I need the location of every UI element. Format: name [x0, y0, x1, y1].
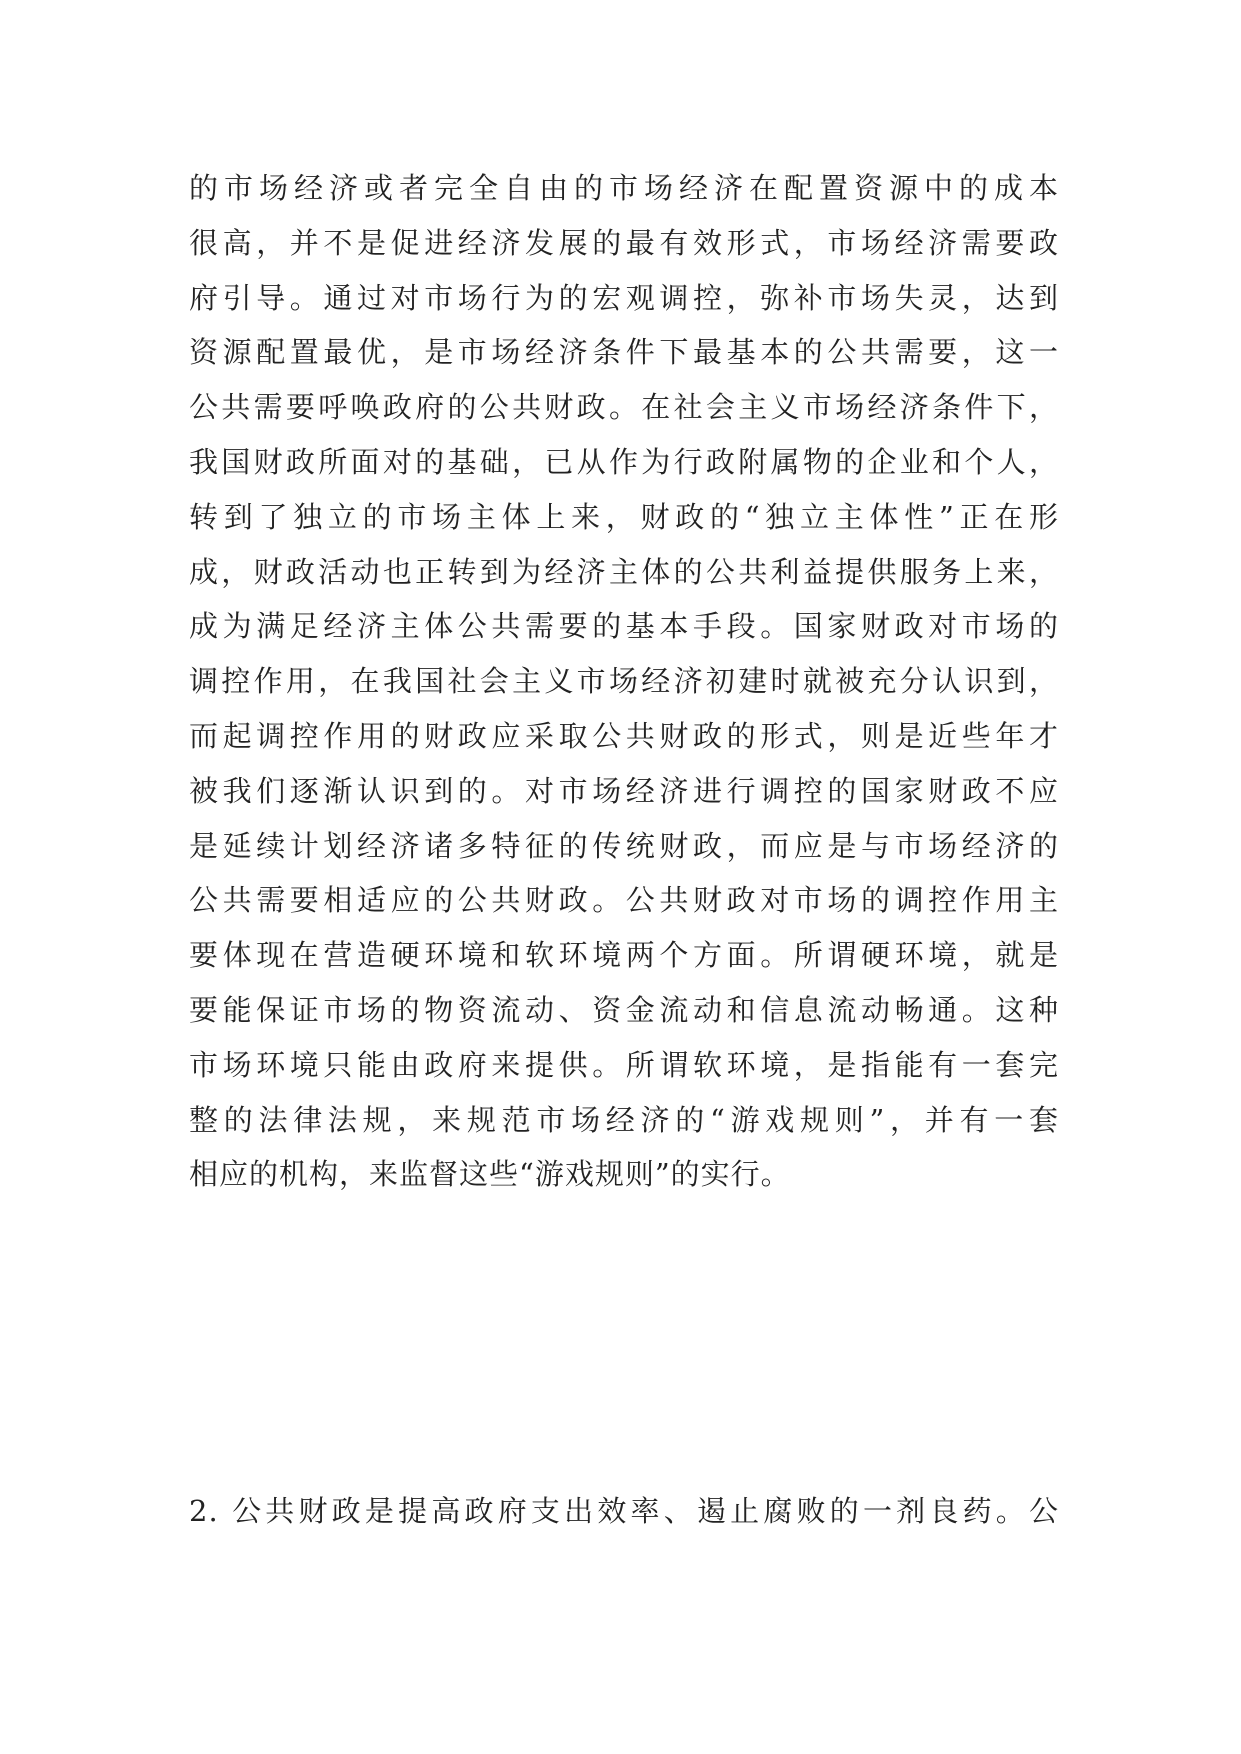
paragraph-line: 相应的机构，来监督这些“游戏规则”的实行。: [189, 1157, 791, 1192]
paragraph-line: 被我们逐渐认识到的。对市场经济进行调控的国家财政不应: [189, 773, 1059, 808]
section-heading-line: 2. 公共财政是提高政府支出效率、遏止腐败的一剂良药。公: [189, 1494, 1059, 1528]
paragraph-line: 调控作用，在我国社会主义市场经济初建时就被充分认识到，: [189, 664, 1059, 699]
paragraph-line: 资源配置最优，是市场经济条件下最基本的公共需要，这一: [189, 335, 1059, 370]
paragraph-line: 要能保证市场的物资流动、资金流动和信息流动畅通。这种: [189, 992, 1059, 1027]
paragraph-line: 成为满足经济主体公共需要的基本手段。国家财政对市场的: [189, 609, 1059, 644]
paragraph-line: 府引导。通过对市场行为的宏观调控，弥补市场失灵，达到: [189, 280, 1059, 315]
paragraph-line: 我国财政所面对的基础，已从作为行政附属物的企业和个人，: [189, 444, 1059, 479]
paragraph-line: 是延续计划经济诸多特征的传统财政，而应是与市场经济的: [189, 828, 1059, 863]
paragraph-line: 的市场经济或者完全自由的市场经济在配置资源中的成本: [189, 171, 1059, 205]
body-paragraph: [189, 161, 1059, 1202]
paragraph-line: 公共需要呼唤政府的公共财政。在社会主义市场经济条件下，: [189, 390, 1059, 425]
paragraph-line: 很高，并不是促进经济发展的最有效形式，市场经济需要政: [189, 225, 1059, 260]
paragraph-line: 整的法律法规，来规范市场经济的“游戏规则”，并有一套: [189, 1102, 1059, 1137]
paragraph-line: 要体现在营造硬环境和软环境两个方面。所谓硬环境，就是: [189, 938, 1059, 973]
paragraph-line: 而起调控作用的财政应采取公共财政的形式，则是近些年才: [189, 718, 1059, 753]
paragraph-line: 市场环境只能由政府来提供。所谓软环境，是指能有一套完: [189, 1047, 1059, 1082]
paragraph-line: 公共需要相适应的公共财政。公共财政对市场的调控作用主: [189, 883, 1059, 918]
paragraph-line: 转到了独立的市场主体上来，财政的“独立主体性”正在形: [189, 499, 1059, 534]
paragraph-line: 成，财政活动也正转到为经济主体的公共利益提供服务上来，: [189, 554, 1059, 589]
